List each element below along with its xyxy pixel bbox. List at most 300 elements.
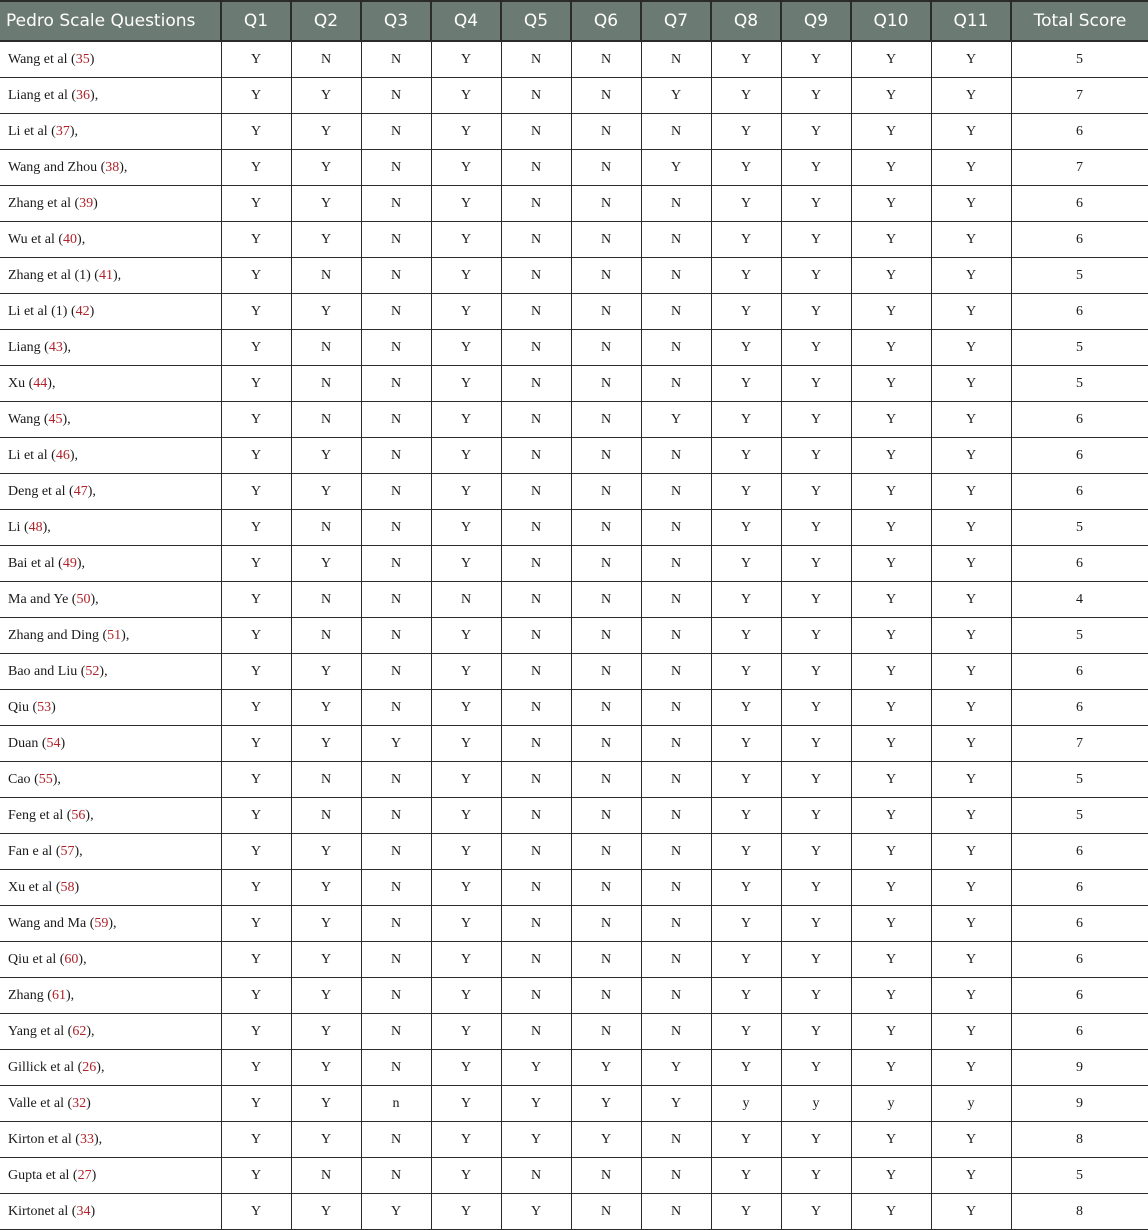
- answer-q3: N: [361, 1158, 431, 1194]
- answer-q6: N: [571, 1014, 641, 1050]
- answer-q11: Y: [931, 474, 1011, 510]
- answer-q5: N: [501, 690, 571, 726]
- reference-link[interactable]: 41: [98, 267, 113, 283]
- answer-q3: N: [361, 258, 431, 294]
- answer-q9: Y: [781, 258, 851, 294]
- answer-q8: Y: [711, 294, 781, 330]
- answer-q4: Y: [431, 222, 501, 258]
- answer-q10: Y: [851, 726, 931, 762]
- study-cell: Valle et al (32): [0, 1086, 221, 1122]
- answer-q8: Y: [711, 726, 781, 762]
- answer-q5: Y: [501, 1194, 571, 1230]
- reference-link[interactable]: 55: [38, 771, 53, 787]
- answer-q6: N: [571, 726, 641, 762]
- answer-q3: Y: [361, 726, 431, 762]
- answer-q6: N: [571, 1158, 641, 1194]
- answer-q11: Y: [931, 690, 1011, 726]
- answer-q11: Y: [931, 1014, 1011, 1050]
- answer-q11: Y: [931, 366, 1011, 402]
- answer-q8: Y: [711, 1122, 781, 1158]
- answer-q6: N: [571, 618, 641, 654]
- answer-q2: Y: [291, 222, 361, 258]
- study-name: Zhang and Ding: [8, 627, 99, 643]
- answer-q5: N: [501, 294, 571, 330]
- answer-q1: Y: [221, 402, 291, 438]
- answer-q7: N: [641, 582, 711, 618]
- table-row: [0, 150, 1148, 186]
- header-q4: Q4: [431, 1, 501, 41]
- table-row: [0, 222, 1148, 258]
- table-row: [0, 762, 1148, 798]
- study-name: Gupta et al: [8, 1167, 70, 1183]
- answer-q11: Y: [931, 726, 1011, 762]
- answer-q4: Y: [431, 690, 501, 726]
- study-name: Xu et al: [8, 879, 53, 895]
- answer-q5: N: [501, 618, 571, 654]
- reference-link[interactable]: 43: [48, 339, 63, 355]
- reference-link[interactable]: 48: [28, 519, 43, 535]
- reference-link[interactable]: 38: [105, 159, 120, 175]
- answer-q1: Y: [221, 222, 291, 258]
- answer-q9: Y: [781, 798, 851, 834]
- study-cell: Cao (55),: [0, 762, 221, 798]
- answer-q9: Y: [781, 546, 851, 582]
- reference-link[interactable]: 32: [72, 1095, 87, 1111]
- total-score: 6: [1011, 834, 1148, 870]
- answer-q10: Y: [851, 294, 931, 330]
- total-score: 7: [1011, 78, 1148, 114]
- answer-q9: Y: [781, 618, 851, 654]
- answer-q9: Y: [781, 834, 851, 870]
- reference-link[interactable]: 60: [64, 951, 79, 967]
- answer-q2: Y: [291, 726, 361, 762]
- total-score: 8: [1011, 1122, 1148, 1158]
- study-cell: Gillick et al (26),: [0, 1050, 221, 1086]
- study-cell: Qiu et al (60),: [0, 942, 221, 978]
- answer-q8: Y: [711, 654, 781, 690]
- header-total-score: Total Score: [1011, 1, 1148, 41]
- answer-q10: Y: [851, 690, 931, 726]
- answer-q4: Y: [431, 906, 501, 942]
- study-suffix: ,: [74, 447, 78, 463]
- reference-link[interactable]: 39: [79, 195, 94, 211]
- answer-q4: Y: [431, 618, 501, 654]
- study-suffix: ,: [92, 483, 96, 499]
- reference-link[interactable]: 57: [60, 843, 75, 859]
- study-cell: Xu (44),: [0, 366, 221, 402]
- answer-q9: Y: [781, 906, 851, 942]
- study-cell: Zhang and Ding (51),: [0, 618, 221, 654]
- answer-q11: Y: [931, 618, 1011, 654]
- study-name: Zhang: [8, 987, 44, 1003]
- answer-q4: Y: [431, 510, 501, 546]
- reference-link[interactable]: 50: [76, 591, 91, 607]
- answer-q10: Y: [851, 1014, 931, 1050]
- answer-q4: Y: [431, 942, 501, 978]
- reference-link[interactable]: 61: [51, 987, 66, 1003]
- answer-q2: N: [291, 798, 361, 834]
- answer-q3: N: [361, 690, 431, 726]
- table-row: [0, 834, 1148, 870]
- answer-q3: N: [361, 402, 431, 438]
- study-cell: Bai et al (49),: [0, 546, 221, 582]
- answer-q2: Y: [291, 870, 361, 906]
- answer-q11: Y: [931, 186, 1011, 222]
- reference-link[interactable]: 40: [63, 231, 78, 247]
- table-row: [0, 1014, 1148, 1050]
- total-score: 4: [1011, 582, 1148, 618]
- answer-q9: Y: [781, 1122, 851, 1158]
- answer-q5: N: [501, 402, 571, 438]
- answer-q11: Y: [931, 150, 1011, 186]
- answer-q7: N: [641, 834, 711, 870]
- answer-q2: Y: [291, 186, 361, 222]
- answer-q10: Y: [851, 1194, 931, 1230]
- answer-q1: Y: [221, 366, 291, 402]
- answer-q1: Y: [221, 41, 291, 78]
- answer-q7: Y: [641, 78, 711, 114]
- answer-q7: N: [641, 114, 711, 150]
- answer-q6: N: [571, 186, 641, 222]
- study-cell: Zhang et al (39): [0, 186, 221, 222]
- table-row: [0, 618, 1148, 654]
- answer-q6: Y: [571, 1050, 641, 1086]
- answer-q3: N: [361, 1122, 431, 1158]
- answer-q4: Y: [431, 1158, 501, 1194]
- answer-q9: Y: [781, 726, 851, 762]
- header-q11: Q11: [931, 1, 1011, 41]
- answer-q1: Y: [221, 870, 291, 906]
- reference-link[interactable]: 53: [37, 699, 52, 715]
- study-cell: Qiu (53): [0, 690, 221, 726]
- answer-q10: Y: [851, 222, 931, 258]
- answer-q9: Y: [781, 654, 851, 690]
- table-row: [0, 978, 1148, 1014]
- study-suffix: ,: [94, 87, 99, 103]
- answer-q4: Y: [431, 186, 501, 222]
- study-name: Ma and Ye: [8, 591, 69, 607]
- answer-q3: N: [361, 294, 431, 330]
- answer-q10: Y: [851, 654, 931, 690]
- study-cell: Fan e al (57),: [0, 834, 221, 870]
- answer-q3: N: [361, 546, 431, 582]
- answer-q9: Y: [781, 438, 851, 474]
- answer-q1: Y: [221, 978, 291, 1014]
- answer-q5: N: [501, 546, 571, 582]
- reference-link[interactable]: 49: [62, 555, 77, 571]
- answer-q2: Y: [291, 474, 361, 510]
- answer-q11: Y: [931, 906, 1011, 942]
- answer-q4: Y: [431, 546, 501, 582]
- answer-q10: Y: [851, 906, 931, 942]
- answer-q5: N: [501, 762, 571, 798]
- answer-q5: Y: [501, 1050, 571, 1086]
- study-suffix: ,: [95, 591, 99, 607]
- answer-q1: Y: [221, 1194, 291, 1230]
- answer-q5: N: [501, 870, 571, 906]
- answer-q5: N: [501, 222, 571, 258]
- answer-q2: N: [291, 258, 361, 294]
- reference-link[interactable]: 42: [75, 303, 90, 319]
- study-name: Li et al: [8, 123, 48, 139]
- total-score: 6: [1011, 114, 1148, 150]
- answer-q11: Y: [931, 654, 1011, 690]
- total-score: 5: [1011, 330, 1148, 366]
- study-suffix: ,: [125, 627, 130, 643]
- answer-q6: Y: [571, 1122, 641, 1158]
- answer-q11: Y: [931, 978, 1011, 1014]
- study-suffix: ,: [79, 843, 83, 859]
- answer-q11: Y: [931, 1122, 1011, 1158]
- reference-link[interactable]: 54: [46, 735, 61, 751]
- reference-link[interactable]: 45: [48, 411, 63, 427]
- reference-link[interactable]: 52: [85, 663, 100, 679]
- answer-q10: Y: [851, 150, 931, 186]
- answer-q6: N: [571, 906, 641, 942]
- answer-q11: Y: [931, 582, 1011, 618]
- study-name: Qiu: [8, 699, 29, 715]
- table-row: [0, 726, 1148, 762]
- study-suffix: ,: [67, 339, 71, 355]
- answer-q9: Y: [781, 1158, 851, 1194]
- answer-q3: N: [361, 834, 431, 870]
- answer-q9: Y: [781, 690, 851, 726]
- answer-q8: Y: [711, 870, 781, 906]
- answer-q8: Y: [711, 510, 781, 546]
- answer-q7: N: [641, 330, 711, 366]
- reference-link[interactable]: 56: [71, 807, 86, 823]
- study-name: Wang: [8, 411, 41, 427]
- answer-q9: Y: [781, 762, 851, 798]
- reference-link[interactable]: 51: [107, 627, 122, 643]
- answer-q10: Y: [851, 78, 931, 114]
- header-row: [0, 1, 1148, 41]
- reference-link[interactable]: 58: [60, 879, 75, 895]
- total-score: 7: [1011, 726, 1148, 762]
- study-cell: Li et al (1) (42): [0, 294, 221, 330]
- table-row: [0, 78, 1148, 114]
- total-score: 6: [1011, 294, 1148, 330]
- study-name: Gillick et al: [8, 1059, 75, 1075]
- total-score: 6: [1011, 1014, 1148, 1050]
- answer-q9: Y: [781, 474, 851, 510]
- answer-q7: N: [641, 546, 711, 582]
- answer-q7: N: [641, 1122, 711, 1158]
- table-row: [0, 41, 1148, 78]
- study-name: Bao and Liu: [8, 663, 78, 679]
- study-name: Li et al: [8, 447, 48, 463]
- answer-q2: Y: [291, 654, 361, 690]
- answer-q3: N: [361, 474, 431, 510]
- answer-q6: N: [571, 294, 641, 330]
- study-suffix: ,: [98, 1131, 103, 1147]
- answer-q11: y: [931, 1086, 1011, 1122]
- study-suffix: ,: [100, 1059, 105, 1075]
- answer-q11: Y: [931, 78, 1011, 114]
- answer-q3: N: [361, 41, 431, 78]
- study-name: Wang and Zhou: [8, 159, 98, 175]
- answer-q5: N: [501, 1158, 571, 1194]
- answer-q9: Y: [781, 41, 851, 78]
- study-suffix: ,: [123, 159, 128, 175]
- answer-q1: Y: [221, 1086, 291, 1122]
- answer-q6: N: [571, 654, 641, 690]
- answer-q11: Y: [931, 1194, 1011, 1230]
- answer-q4: Y: [431, 114, 501, 150]
- reference-link[interactable]: 46: [55, 447, 70, 463]
- reference-link[interactable]: 33: [79, 1131, 94, 1147]
- total-score: 8: [1011, 1194, 1148, 1230]
- table-row: [0, 1050, 1148, 1086]
- answer-q7: N: [641, 618, 711, 654]
- answer-q2: Y: [291, 1050, 361, 1086]
- answer-q10: Y: [851, 834, 931, 870]
- answer-q11: Y: [931, 870, 1011, 906]
- answer-q8: Y: [711, 1050, 781, 1086]
- reference-link[interactable]: 34: [76, 1203, 91, 1219]
- answer-q11: Y: [931, 1050, 1011, 1086]
- answer-q2: Y: [291, 690, 361, 726]
- total-score: 6: [1011, 222, 1148, 258]
- answer-q2: Y: [291, 1122, 361, 1158]
- answer-q9: Y: [781, 366, 851, 402]
- answer-q8: Y: [711, 798, 781, 834]
- answer-q7: N: [641, 798, 711, 834]
- study-cell: Zhang et al (1) (41),: [0, 258, 221, 294]
- answer-q10: Y: [851, 582, 931, 618]
- answer-q8: Y: [711, 1014, 781, 1050]
- answer-q5: Y: [501, 1122, 571, 1158]
- table-row: [0, 186, 1148, 222]
- reference-link[interactable]: 59: [94, 915, 109, 931]
- answer-q8: Y: [711, 690, 781, 726]
- total-score: 6: [1011, 402, 1148, 438]
- answer-q6: N: [571, 510, 641, 546]
- total-score: 9: [1011, 1050, 1148, 1086]
- answer-q6: N: [571, 41, 641, 78]
- table-row: [0, 582, 1148, 618]
- answer-q4: Y: [431, 798, 501, 834]
- answer-q6: N: [571, 150, 641, 186]
- table-row: [0, 510, 1148, 546]
- answer-q1: Y: [221, 258, 291, 294]
- total-score: 6: [1011, 654, 1148, 690]
- answer-q2: N: [291, 582, 361, 618]
- answer-q3: N: [361, 510, 431, 546]
- header-q1: Q1: [221, 1, 291, 41]
- reference-link[interactable]: 44: [33, 375, 48, 391]
- answer-q6: N: [571, 762, 641, 798]
- study-cell: Deng et al (47),: [0, 474, 221, 510]
- answer-q6: N: [571, 78, 641, 114]
- answer-q10: Y: [851, 1122, 931, 1158]
- answer-q6: N: [571, 114, 641, 150]
- table-row: [0, 1158, 1148, 1194]
- reference-link[interactable]: 62: [72, 1023, 87, 1039]
- study-suffix: ,: [70, 987, 75, 1003]
- reference-link[interactable]: 26: [82, 1059, 97, 1075]
- study-name: Kirton et al: [8, 1131, 72, 1147]
- answer-q7: N: [641, 258, 711, 294]
- answer-q9: Y: [781, 510, 851, 546]
- answer-q1: Y: [221, 150, 291, 186]
- reference-link[interactable]: 35: [75, 51, 90, 67]
- table-row: [0, 1122, 1148, 1158]
- table-row: [0, 1086, 1148, 1122]
- answer-q5: N: [501, 150, 571, 186]
- study-cell: Xu et al (58): [0, 870, 221, 906]
- answer-q3: n: [361, 1086, 431, 1122]
- study-suffix: ,: [81, 231, 86, 247]
- answer-q6: N: [571, 582, 641, 618]
- answer-q7: N: [641, 1158, 711, 1194]
- reference-link[interactable]: 27: [77, 1167, 92, 1183]
- answer-q7: Y: [641, 150, 711, 186]
- study-suffix: ,: [51, 375, 56, 391]
- answer-q8: Y: [711, 186, 781, 222]
- answer-q1: Y: [221, 330, 291, 366]
- answer-q7: N: [641, 762, 711, 798]
- answer-q5: N: [501, 654, 571, 690]
- answer-q9: Y: [781, 942, 851, 978]
- answer-q10: y: [851, 1086, 931, 1122]
- answer-q5: N: [501, 1014, 571, 1050]
- answer-q6: N: [571, 222, 641, 258]
- total-score: 5: [1011, 1158, 1148, 1194]
- reference-link[interactable]: 36: [76, 87, 91, 103]
- answer-q5: N: [501, 582, 571, 618]
- answer-q7: N: [641, 474, 711, 510]
- table-row: [0, 258, 1148, 294]
- table-row: [0, 690, 1148, 726]
- answer-q6: N: [571, 546, 641, 582]
- answer-q7: N: [641, 222, 711, 258]
- answer-q8: Y: [711, 78, 781, 114]
- study-suffix: ,: [74, 123, 78, 139]
- answer-q7: N: [641, 978, 711, 1014]
- answer-q8: Y: [711, 474, 781, 510]
- answer-q8: Y: [711, 582, 781, 618]
- answer-q8: Y: [711, 438, 781, 474]
- answer-q9: Y: [781, 186, 851, 222]
- answer-q9: Y: [781, 114, 851, 150]
- header-q10: Q10: [851, 1, 931, 41]
- answer-q4: Y: [431, 438, 501, 474]
- answer-q7: N: [641, 41, 711, 78]
- answer-q9: Y: [781, 222, 851, 258]
- answer-q3: N: [361, 78, 431, 114]
- header-q3: Q3: [361, 1, 431, 41]
- reference-link[interactable]: 37: [55, 123, 70, 139]
- answer-q10: Y: [851, 762, 931, 798]
- table-row: [0, 906, 1148, 942]
- answer-q3: N: [361, 150, 431, 186]
- reference-link[interactable]: 47: [73, 483, 88, 499]
- answer-q8: Y: [711, 222, 781, 258]
- study-suffix: ,: [83, 951, 87, 967]
- answer-q8: Y: [711, 1194, 781, 1230]
- answer-q7: N: [641, 726, 711, 762]
- study-name: Yang et al: [8, 1023, 65, 1039]
- answer-q1: Y: [221, 294, 291, 330]
- study-cell: Wang (45),: [0, 402, 221, 438]
- answer-q10: Y: [851, 870, 931, 906]
- answer-q11: Y: [931, 41, 1011, 78]
- table-row: [0, 402, 1148, 438]
- answer-q11: Y: [931, 114, 1011, 150]
- answer-q2: Y: [291, 78, 361, 114]
- answer-q3: N: [361, 1050, 431, 1086]
